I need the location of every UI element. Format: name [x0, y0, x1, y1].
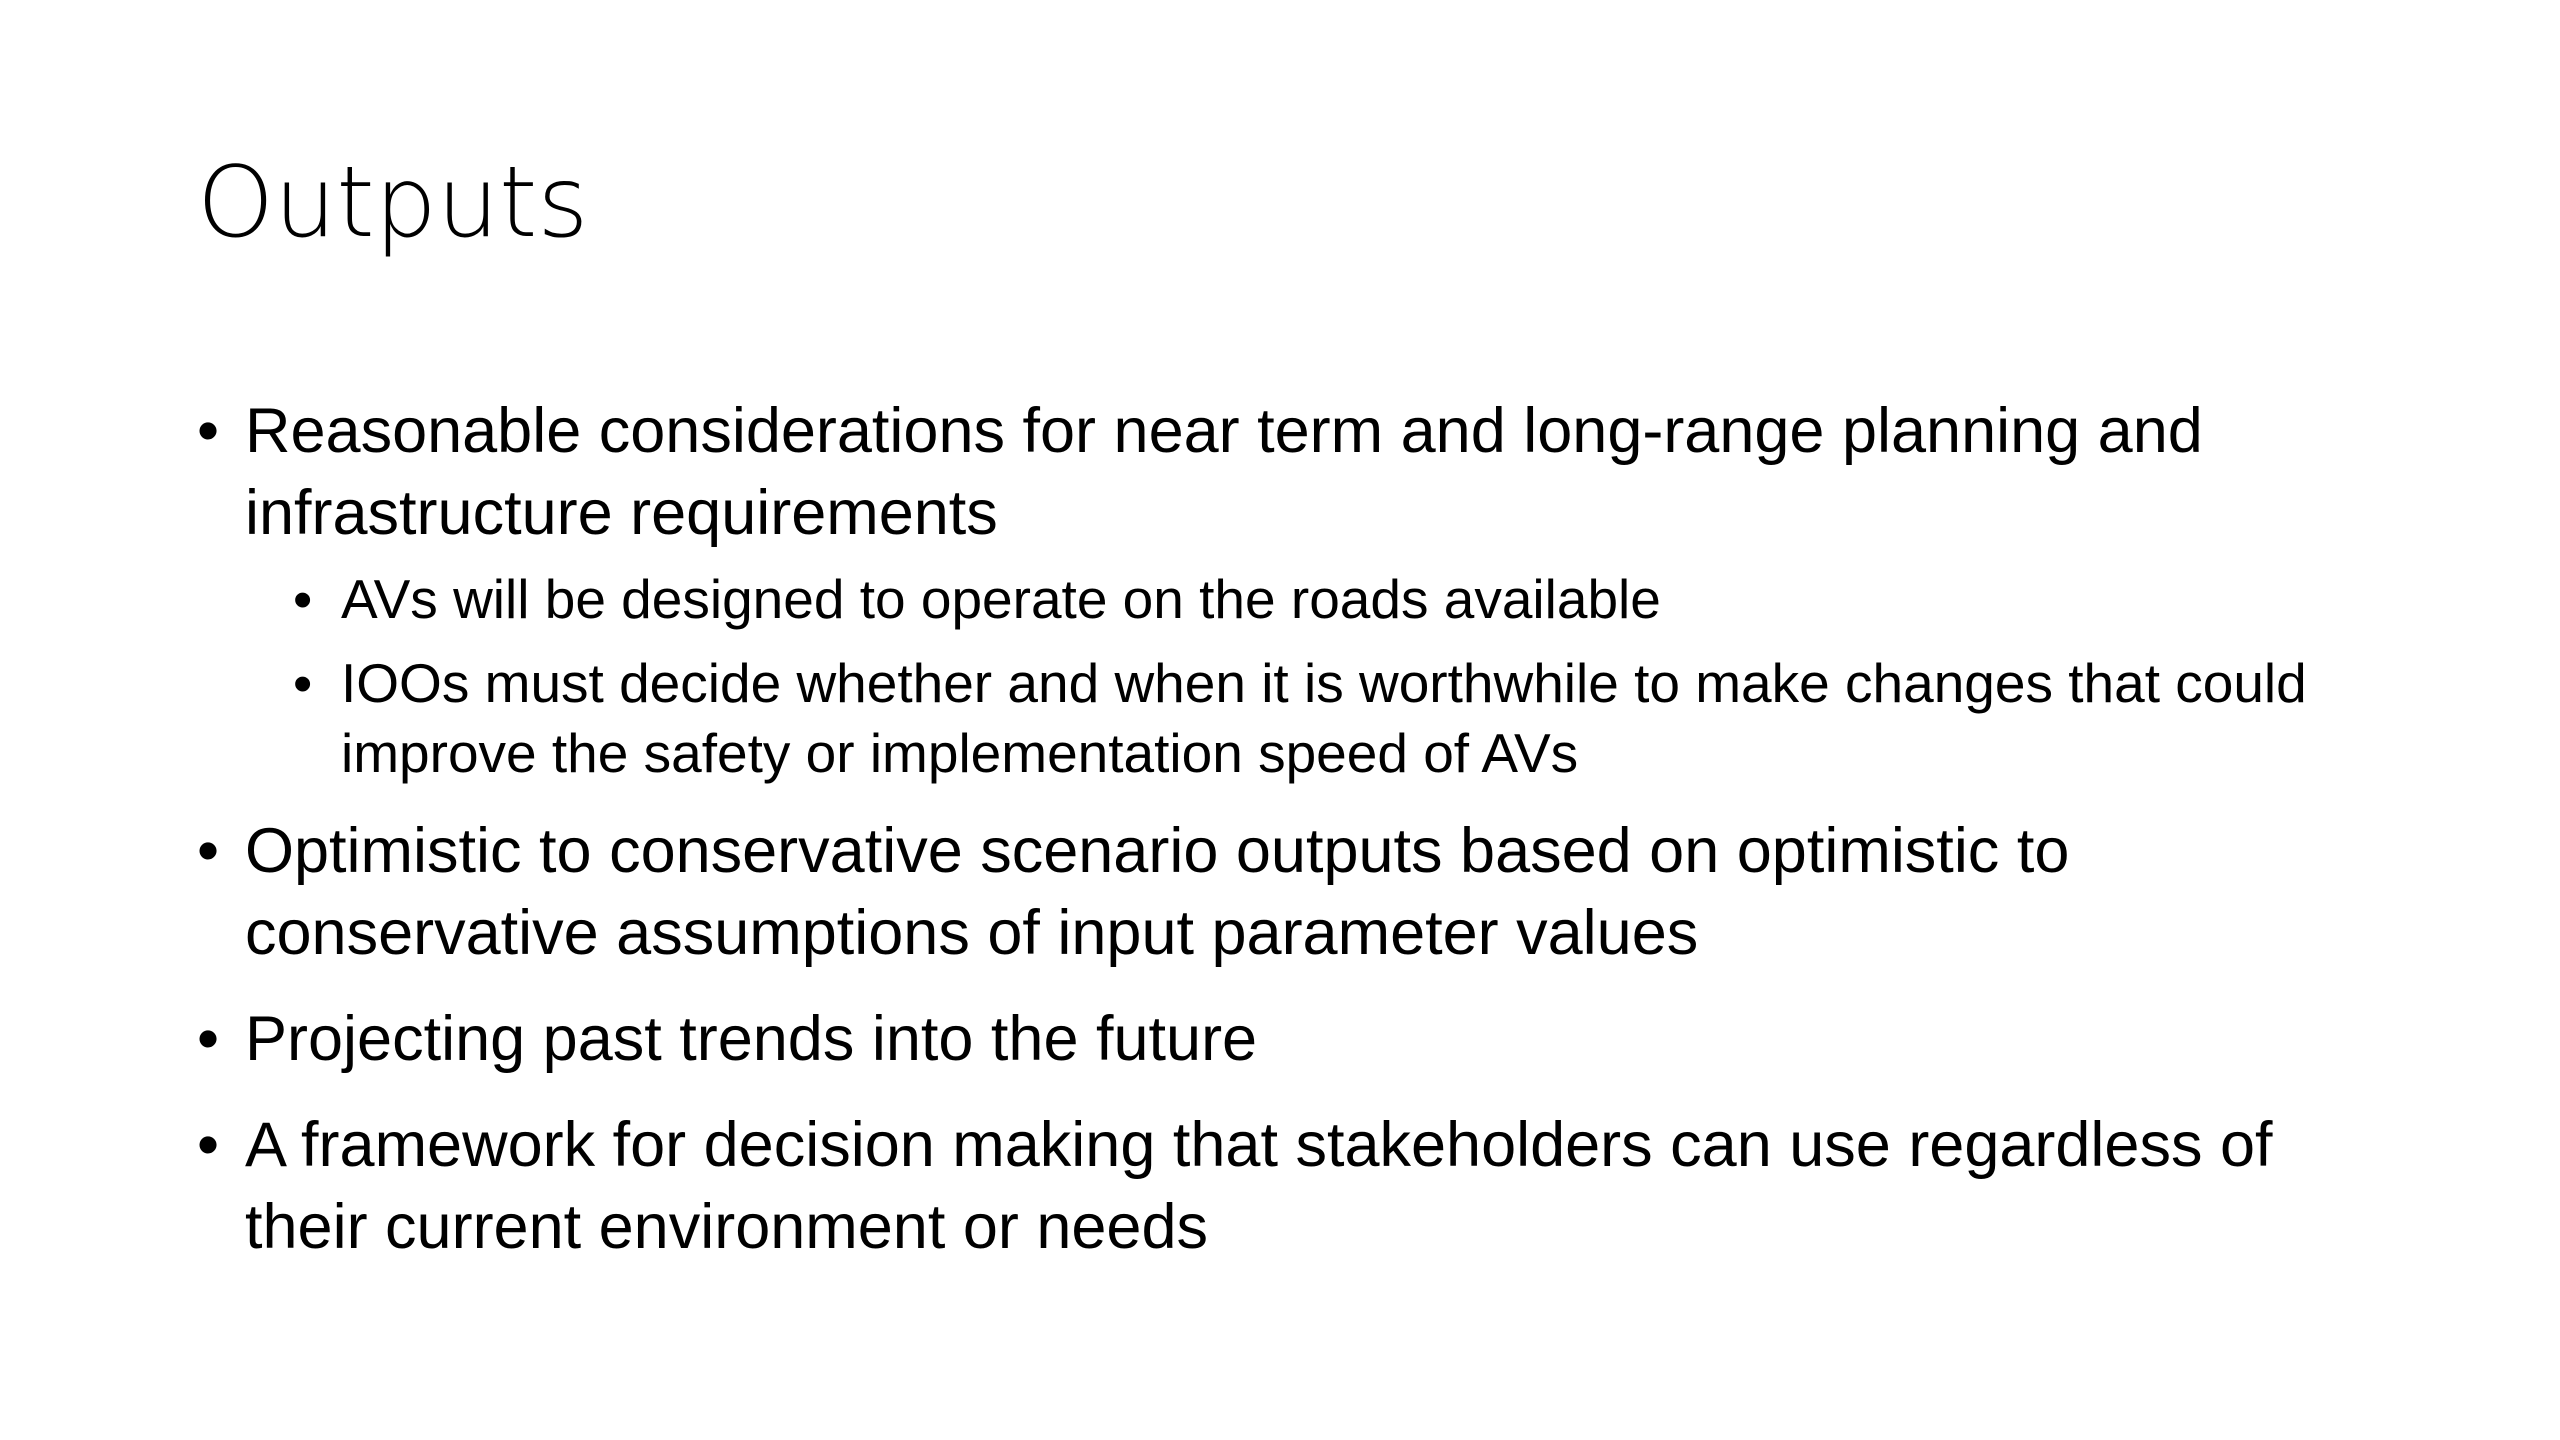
- bullet-text: Projecting past trends into the future: [245, 1004, 1258, 1074]
- bullet-item: [197, 390, 2397, 788]
- slide-content: [197, 390, 2397, 1292]
- sub-bullet-text: IOOs must decide whether and when it is worthwhile to make changes that could improve the safety or implementation speed of AVs: [341, 652, 2307, 784]
- sub-bullet-item: [293, 648, 2397, 788]
- slide-title: Outputs: [197, 146, 589, 260]
- bullet-item: [197, 810, 2397, 974]
- sub-bullet-item: [293, 564, 2397, 634]
- bullet-text: Reasonable considerations for near term and long-range planning and infrastructure requirements: [245, 396, 2203, 548]
- bullet-text: A framework for decision making that stakeholders can use regardless of their current environment or needs: [245, 1110, 2273, 1262]
- bullet-text: Optimistic to conservative scenario outputs based on optimistic to conservative assumptions of input parameter values: [245, 816, 2070, 968]
- bullet-item: [197, 998, 2397, 1080]
- bullet-item: [197, 1104, 2397, 1268]
- sub-bullet-list: [245, 564, 2397, 788]
- sub-bullet-text: AVs will be designed to operate on the roads available: [341, 568, 1661, 630]
